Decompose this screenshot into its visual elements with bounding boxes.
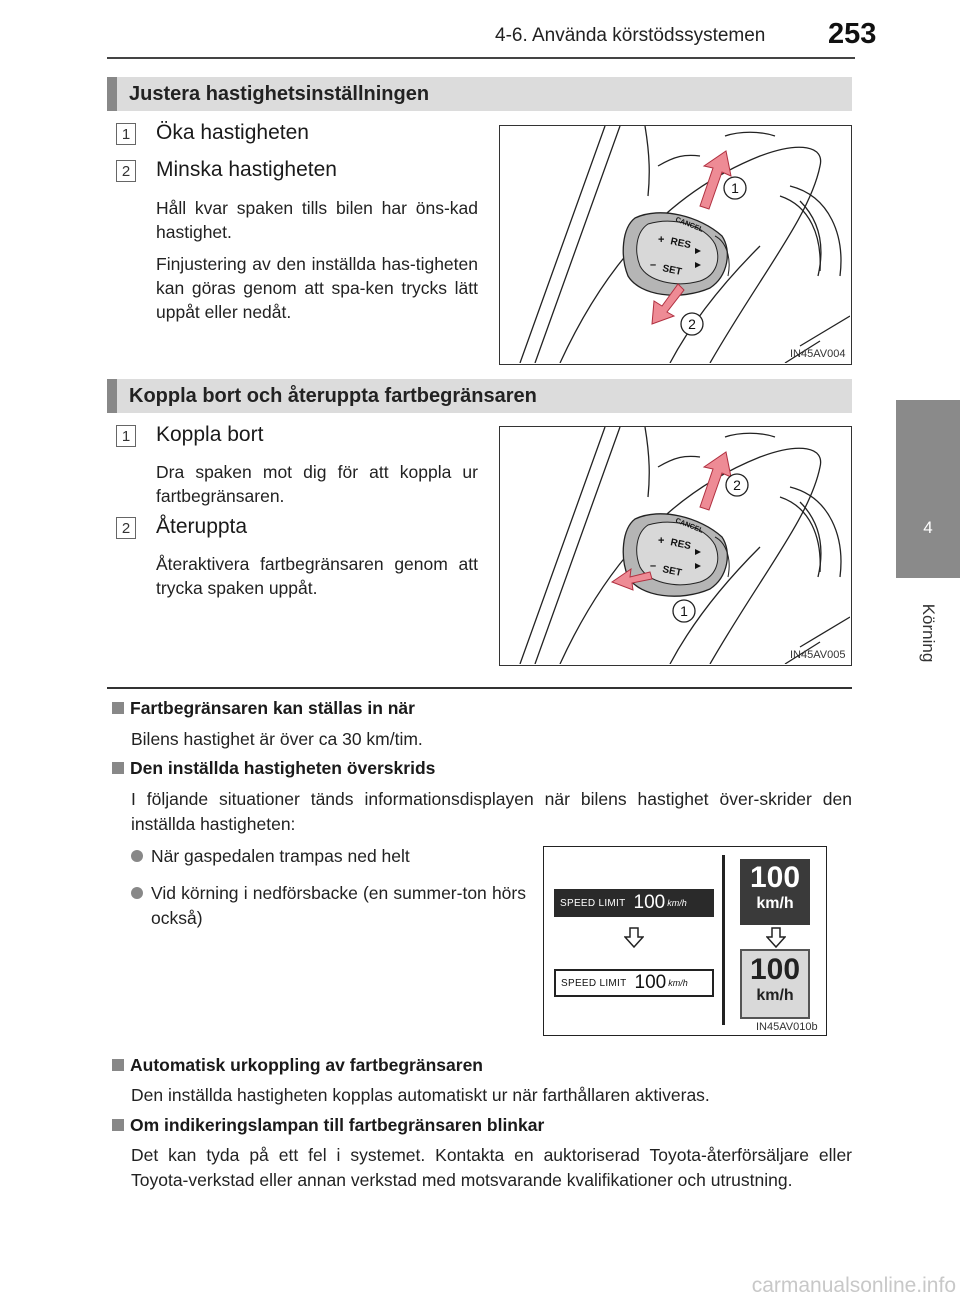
lever2-cancel-label: CANCEL: [674, 517, 704, 535]
speed-limit-label-2: SPEED LIMIT: [561, 977, 627, 989]
speed-sign-unit-1: km/h: [756, 895, 794, 912]
note2-body: I följande situationer tänds informationsdisplayen när bilens hastighet över-skrider den inställda hastigheten:: [131, 789, 852, 834]
chapter-label-box: [896, 578, 960, 688]
chapter-number: 4: [923, 518, 933, 537]
section2-item1-number: 1: [116, 425, 136, 447]
lever2-plus-label: +: [658, 535, 665, 547]
speed-sign-lit: [740, 859, 810, 925]
lever-cancel-label: CANCEL: [674, 216, 704, 234]
fig3-code: IN45AV010b: [756, 1021, 818, 1033]
fig1-code: IN45AV004: [790, 348, 846, 360]
section-title: 4-6. Använda körstödssystemen: [495, 25, 766, 46]
speed-sign-value-1: 100: [749, 861, 801, 894]
figure-lever-cancel: [499, 426, 852, 666]
page-number: 253: [828, 18, 877, 50]
section2-item1-title: Koppla bort: [156, 423, 264, 446]
speed-value-2: 100: [634, 972, 667, 993]
bullet-dot-icon: [131, 850, 143, 862]
section1-item2-para2: Finjustering av den inställda has-tigheten kan göras genom att spa-ken trycks lätt uppåt eller nedåt.: [156, 254, 478, 322]
lever-res-label: RES: [669, 236, 692, 252]
section2-heading: Koppla bort och återuppta fartbegränsaren: [107, 379, 852, 413]
note4-heading-text: Om indikeringslampan till fartbegränsaren blinkar: [130, 1115, 545, 1135]
note-square-icon: [112, 1119, 124, 1131]
note4-body: Det kan tyda på ett fel i systemet. Kontakta en auktoriserad Toyota-återförsäljare eller Toyota-verkstad eller annan verkstad med motsvarande kvalifikationer och utrustning.: [131, 1145, 852, 1190]
section1-item1-title: Öka hastigheten: [156, 121, 309, 144]
note2-heading-text: Den inställda hastigheten överskrids: [130, 758, 436, 778]
section1-item2-number: 2: [116, 160, 136, 182]
bullet-dot-icon: [131, 887, 143, 899]
note2-bullet1: [131, 844, 410, 869]
lever-plus-label: +: [658, 234, 665, 246]
display-divider: [722, 855, 725, 1025]
figure-lever-adjust: [499, 125, 852, 365]
note1-body: Bilens hastighet är över ca 30 km/tim.: [131, 729, 423, 749]
speed-value-1: 100: [633, 892, 666, 913]
note1-heading: [112, 698, 415, 719]
lever2-minus-label: –: [650, 560, 657, 572]
watermark: carmanualsonline.info: [751, 1274, 956, 1297]
lever2-set-label: SET: [661, 564, 683, 579]
section1-item1-number: 1: [116, 123, 136, 145]
speed-limit-display-lit: [554, 889, 714, 917]
fig1-callout-2: 2: [688, 316, 696, 332]
down-arrow-icon: [766, 927, 786, 949]
fig2-callout-2: 2: [733, 477, 741, 493]
lever2-res-label: RES: [669, 537, 692, 553]
speed-limit-display-plain: [554, 969, 714, 997]
lever-set-label: SET: [661, 263, 683, 278]
section2-item2-title: Återuppta: [156, 515, 248, 538]
lever-illustration-2: [500, 427, 850, 664]
section2-item1-body: Dra spaken mot dig för att koppla ur fartbegränsaren.: [156, 462, 478, 506]
note2-heading: [112, 758, 435, 779]
figure-speed-limit-display: [543, 846, 827, 1036]
speed-unit-1: km/h: [667, 898, 687, 908]
fig2-code: IN45AV005: [790, 649, 846, 661]
speed-sign-plain: [740, 949, 810, 1019]
note2-bullet2-text: Vid körning i nedförsbacke (en summer-ton hörs också): [151, 883, 526, 928]
chapter-tab: [896, 400, 960, 578]
fig2-callout-1: 1: [680, 603, 688, 619]
header-rule: [107, 57, 855, 59]
speed-unit-2: km/h: [668, 978, 688, 988]
section1-item2-para1: Håll kvar spaken tills bilen har öns-kad hastighet.: [156, 198, 478, 242]
section1-heading: Justera hastighetsinställningen: [107, 77, 852, 111]
speed-sign-value-2: 100: [749, 953, 801, 986]
speed-limit-label-1: SPEED LIMIT: [560, 897, 626, 909]
fig1-callout-1: 1: [731, 180, 739, 196]
note2-bullet1-text: När gaspedalen trampas ned helt: [151, 846, 410, 866]
down-arrow-icon: [624, 927, 644, 949]
lever-illustration: [500, 126, 850, 363]
note-square-icon: [112, 762, 124, 774]
note4-heading: [112, 1115, 544, 1136]
note1-heading-text: Fartbegränsaren kan ställas in när: [130, 698, 415, 718]
speed-sign-unit-2: km/h: [756, 987, 794, 1004]
section2-item2-body: Återaktivera fartbegränsaren genom att trycka spaken uppåt.: [156, 554, 478, 598]
note3-body: Den inställda hastigheten kopplas automatiskt ur när farthållaren aktiveras.: [131, 1085, 710, 1105]
note2-bullet2: [131, 881, 526, 931]
note3-heading-text: Automatisk urkoppling av fartbegränsaren: [130, 1055, 483, 1075]
section2-item2-number: 2: [116, 517, 136, 539]
note-square-icon: [112, 1059, 124, 1071]
note-square-icon: [112, 702, 124, 714]
chapter-label: Körning: [919, 603, 938, 663]
section1-item2-title: Minska hastigheten: [156, 158, 337, 181]
note3-heading: [112, 1055, 483, 1076]
notes-separator: [107, 687, 852, 689]
lever-minus-label: –: [650, 259, 657, 271]
